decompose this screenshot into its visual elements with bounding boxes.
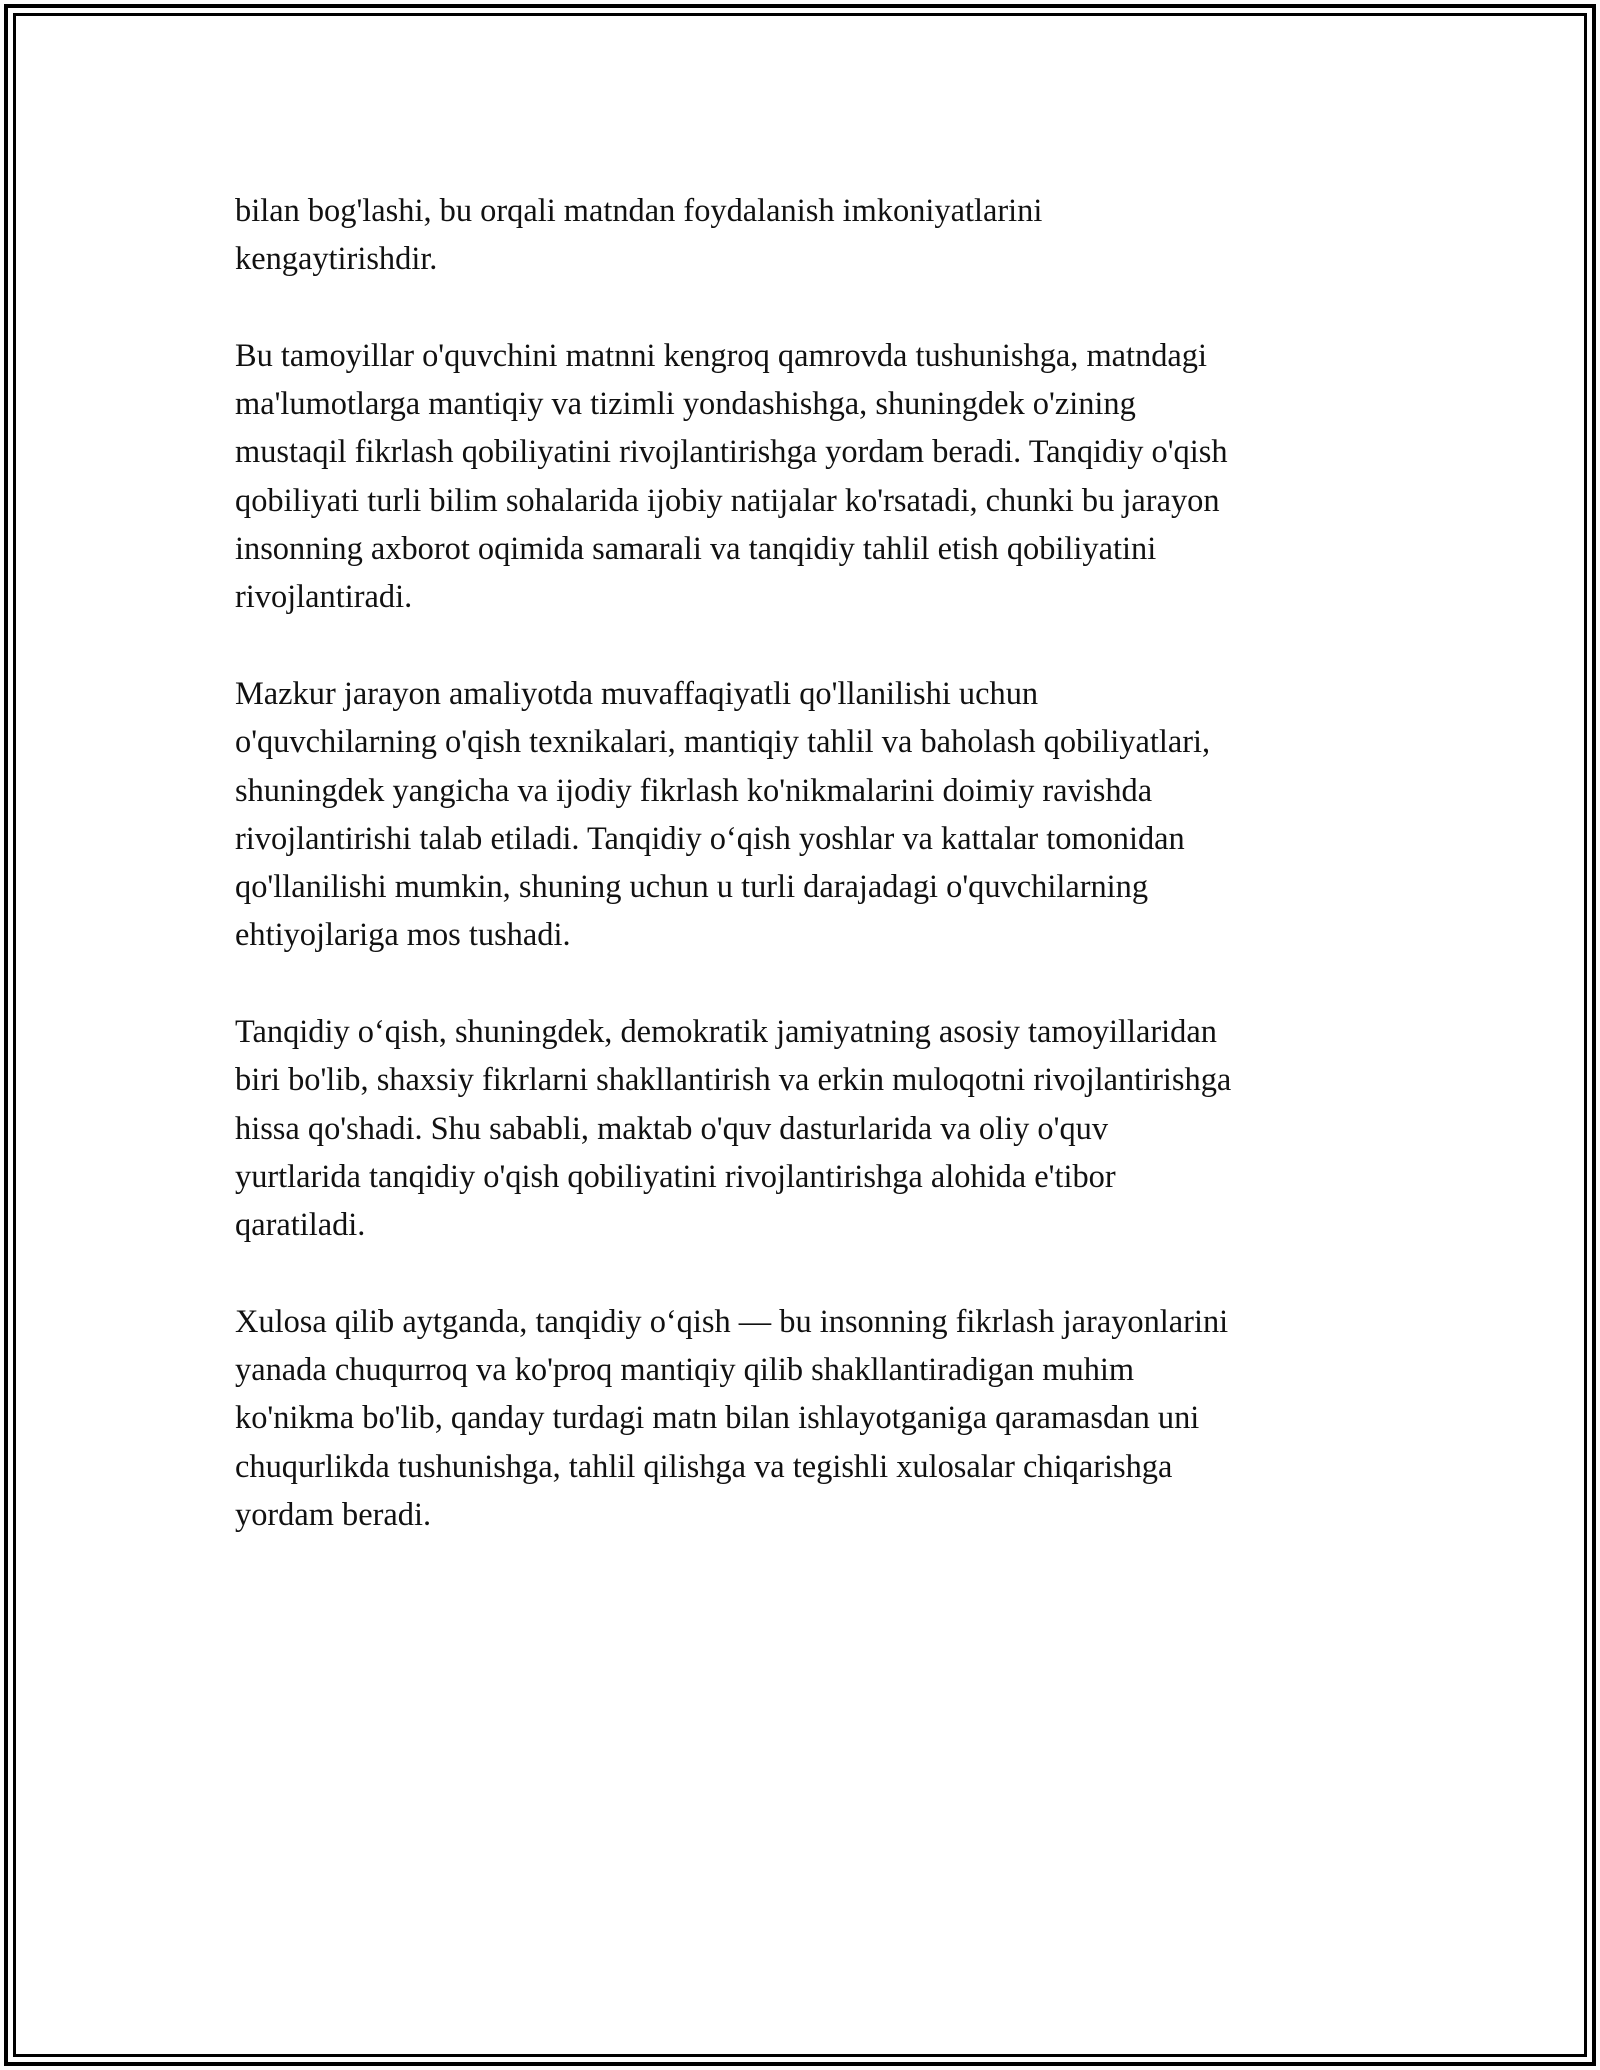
- text-line: qo'llanilishi mumkin, shuning uchun u turli darajadagi o'quvchilarning: [235, 869, 1149, 906]
- text-line: Xulosa qilib aytganda, tanqidiy o‘qish — bu insonning fikrlash jarayonlarini: [235, 1303, 1229, 1340]
- text-line: chuqurlikda tushunishga, tahlil qilishga va tegishli xulosalar chiqarishga: [235, 1448, 1173, 1485]
- paragraph-1: [235, 187, 1385, 284]
- paragraph-4: [235, 1008, 1385, 1249]
- text-line: rivojlantirishi talab etiladi. Tanqidiy o‘qish yoshlar va kattalar tomonidan: [235, 820, 1185, 857]
- text-line: qaratiladi.: [235, 1207, 366, 1244]
- text-line: qobiliyati turli bilim sohalarida ijobiy natijalar ko'rsatadi, chunki bu jarayon: [235, 482, 1220, 519]
- paragraph-2: [235, 332, 1385, 622]
- text-line: insonning axborot oqimida samarali va tanqidiy tahlil etish qobiliyatini: [235, 531, 1157, 568]
- text-line: mustaqil fikrlash qobiliyatini rivojlantirishga yordam beradi. Tanqidiy o'qish: [235, 434, 1228, 471]
- text-line: bilan bog'lashi, bu orqali matndan foydalanish imkoniyatlarini: [235, 193, 1043, 229]
- text-line: biri bo'lib, shaxsiy fikrlarni shakllantirish va erkin muloqotni rivojlantirishga: [235, 1062, 1232, 1099]
- text-line: kengaytirishdir.: [235, 241, 438, 278]
- paragraph-5: [235, 1298, 1385, 1539]
- text-line: o'quvchilarning o'qish texnikalari, mantiqiy tahlil va baholash qobiliyatlari,: [235, 724, 1211, 761]
- text-line: yanada chuqurroq va ko'proq mantiqiy qilib shakllantiradigan muhim: [235, 1352, 1135, 1389]
- text-line: rivojlantiradi.: [235, 579, 413, 616]
- text-line: yordam beradi.: [235, 1497, 432, 1534]
- text-line: shuningdek yangicha va ijodiy fikrlash ko'nikmalarini doimiy ravishda: [235, 772, 1153, 809]
- text-line: Mazkur jarayon amaliyotda muvaffaqiyatli qo'llanilishi uchun: [235, 675, 1039, 712]
- text-line: Bu tamoyillar o'quvchini matnni kengroq qamrovda tushunishga, matndagi: [235, 337, 1207, 374]
- document-body: [235, 187, 1385, 1588]
- paragraph-3: [235, 670, 1385, 960]
- text-line: ma'lumotlarga mantiqiy va tizimli yondashishga, shuningdek o'zining: [235, 386, 1136, 423]
- text-line: Tanqidiy o‘qish, shuningdek, demokratik jamiyatning asosiy tamoyillaridan: [235, 1014, 1217, 1051]
- text-line: ehtiyojlariga mos tushadi.: [235, 917, 571, 954]
- text-line: hissa qo'shadi. Shu sababli, maktab o'quv dasturlarida va oliy o'quv: [235, 1110, 1109, 1147]
- text-line: yurtlarida tanqidiy o'qish qobiliyatini rivojlantirishga alohida e'tibor: [235, 1158, 1116, 1195]
- text-line: ko'nikma bo'lib, qanday turdagi matn bilan ishlayotganiga qaramasdan uni: [235, 1400, 1200, 1437]
